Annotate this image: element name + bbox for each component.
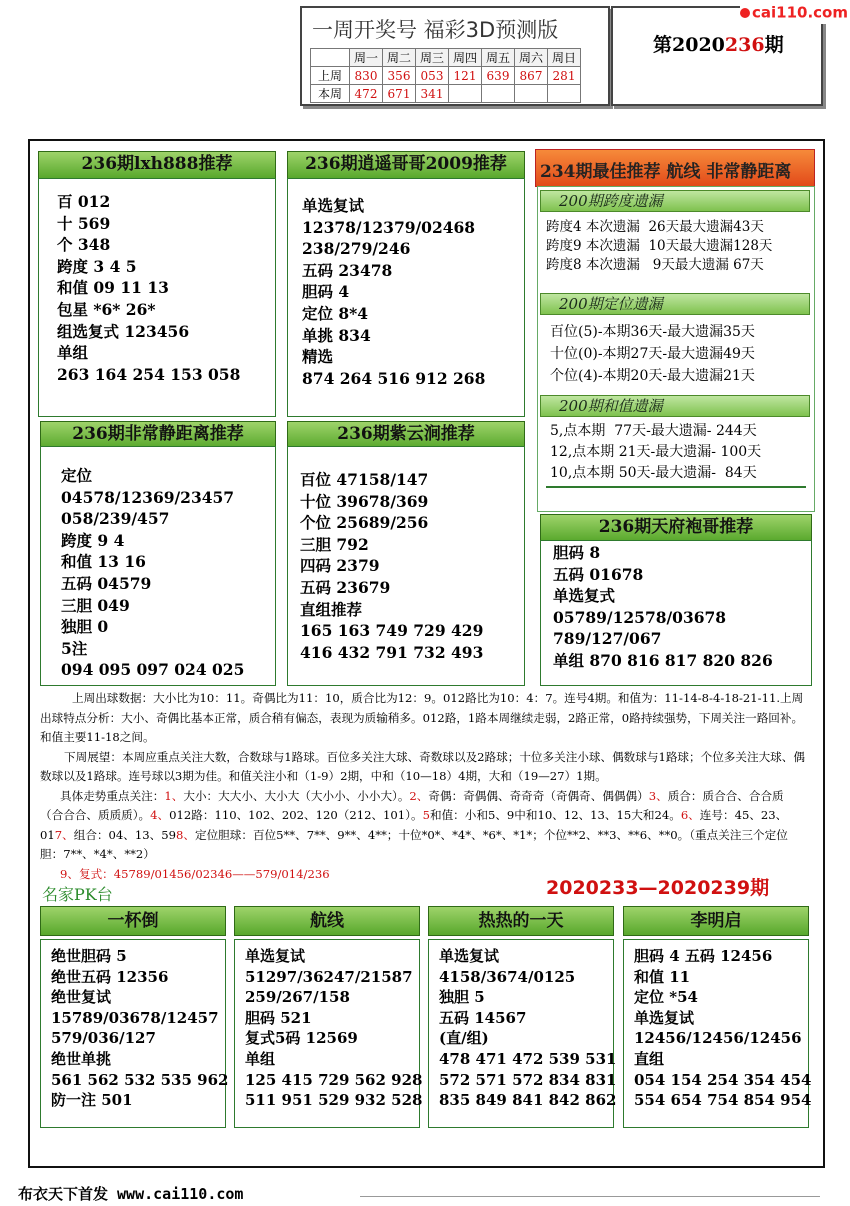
this-week-draw [449,85,482,103]
stat-row: 跨度9 本次遗漏 10天最大遗漏128天 [546,238,773,254]
day-header: 周四 [449,49,482,67]
best-recommend-banner [535,149,815,187]
focus-item-number: 5 [422,808,430,822]
pk-line: 绝世胆码 5 [51,947,127,965]
focus-item-text: 012路：110、102、202、120（212、101）。 [169,808,423,822]
box-header-jingjuli: 236期非常静距离推荐 [40,421,276,449]
analysis-focus: 具体走势重点关注：1、大小：大大小、大小大（大小小、小小大）。2、奇偶：奇偶偶、奇奇奇（奇偶奇、偶偶偶）3、质合：质合合、合合质（合合合、质质质）。4、012路：110、102、202、120（212、101）。5和值：小和5、9中和10、12、13、15大和24。6、连号：45、23、017、组合：04、13、598、定位胆球：百位5**、7**、9**、4**；十位*0*、*4*、*6*、*1*；个位**2、**3、**6、**0。（重点关注三个定位胆：7**、*4*、**2） [40,788,788,861]
pk-expert-box [234,939,423,1128]
box-line: 胆码 4 [302,282,350,302]
pk-period: 2020233—2020239期 [546,877,770,899]
focus-item-text: 奇偶：奇偶偶、奇奇奇（奇偶奇、偶偶偶） [428,788,649,803]
stat-row: 跨度8 本次遗漏 9天最大遗漏 67天 [546,257,764,273]
this-week-draw: 341 [416,85,449,103]
box-line: 12378/12379/02468 [302,217,476,237]
best-recommend-title: 234期最佳推荐 航线 非常静距离 [540,162,792,182]
pk-line: 单选复试 [634,1008,695,1027]
this-week-draw [548,85,581,103]
pk-line: 511 951 529 932 528 [245,1091,423,1110]
box-line: 精选 [302,347,334,367]
stat-row: 10,点本期 50天-最大遗漏- 84天 [550,465,757,481]
focus-item-number: 3、 [648,788,668,803]
box-line: 百位 47158/147 [300,470,429,489]
box-line: 十 569 [57,213,111,233]
pk-line: 复式5码 12569 [245,1029,358,1048]
day-header: 周一 [350,49,383,67]
pk-expert-name: 航线 [234,906,420,936]
pk-line: 15789/03678/12457 [51,1008,219,1027]
pk-expert-box [40,939,229,1128]
box-line: 五码 01678 [553,564,644,584]
pk-line: 4158/3674/0125 [439,967,576,986]
this-week-draw: 472 [350,85,383,103]
box-line: 定位 [61,466,93,485]
pk-line: 绝世五码 12356 [51,967,169,986]
pk-label: 名家PK台 [42,885,113,904]
pk-line: 单组 [245,1049,276,1068]
header-panel [300,6,610,106]
pk-line: 胆码 521 [245,1008,312,1027]
analysis-block [40,689,806,884]
pk-line: 51297/36247/21587 [245,967,413,986]
pk-line: 独胆 5 [439,988,485,1007]
focus-item-number: 4、 [150,808,170,822]
focus-item-text: 定位胆球：百位5**、7**、9**、4**；十位*0*、*4*、*6*、*1*；个位**2、**3、**6、**0。（重点关注三个定位胆：7**、*4*、**2） [40,827,788,861]
weekly-draw-table [310,48,581,103]
pk-line: 478 471 472 539 531 [439,1049,617,1068]
box-line: 05789/12578/03678 [553,607,727,627]
box-line: 单选复式 [553,586,616,606]
box-line: 三胆 792 [300,534,369,554]
stat-list-position [550,321,755,387]
box-line: 04578/12369/23457 [61,487,235,507]
box-line: 五码 23478 [302,260,393,280]
this-week-draw: 671 [383,85,416,103]
pk-line: 单选复试 [439,947,500,965]
last-week-draw: 121 [449,67,482,85]
stat-list-span [546,218,772,275]
day-header: 周二 [383,49,416,67]
box-line: 5注 [61,638,88,658]
box-ziyunjian [287,446,525,686]
box-line: 十位 39678/369 [300,491,429,511]
this-week-draw [515,85,548,103]
stat-header-span: 200期跨度遗漏 [540,190,810,212]
pk-line: 572 571 572 834 831 [439,1070,617,1089]
this-week-draw [482,85,515,103]
box-line: 独胆 0 [61,617,109,637]
box-line: 三胆 049 [61,595,130,615]
stat-row: 12,点本期 21天-最大遗漏- 100天 [550,444,762,460]
focus-item-number: 6、 [680,808,700,822]
last-week-draw: 639 [482,67,515,85]
box-line: 直组推荐 [300,599,363,619]
day-header: 周五 [482,49,515,67]
focus-item-text: 质合：质合合、合合质（合合合、质质质）。 [40,788,784,822]
focus-item-number: 2、 [409,788,429,803]
day-header: 周六 [515,49,548,67]
last-week-draw: 281 [548,67,581,85]
pk-expert-name: 热热的一天 [428,906,614,936]
box-line: 五码 04579 [61,573,152,593]
box-line: 单组 [57,343,89,363]
pk-line: 12456/12456/12456 [634,1029,802,1048]
stat-header-position: 200期定位遗漏 [540,293,810,315]
pk-line: 五码 14567 [439,1008,527,1027]
box-header-ziyunjian: 236期紫云涧推荐 [287,421,525,449]
stat-row: 百位(5)-本期36天-最大遗漏35天 [550,324,755,340]
last-week-draw: 053 [416,67,449,85]
box-line: 五码 23679 [300,577,391,597]
pk-line: 561 562 532 535 962 [51,1070,229,1089]
stat-row: 十位(0)-本期27天-最大遗漏49天 [550,346,755,362]
box-line: 单挑 834 [302,325,371,345]
box-line: 组选复式 123456 [57,321,190,341]
pk-line: 125 415 729 562 928 [245,1070,423,1089]
focus-item-text: 和值：小和5、9中和10、12、13、15大和24。 [429,808,681,822]
stat-list-sum [550,421,761,484]
stat-row: 个位(4)-本期20天-最大遗漏21天 [550,368,755,384]
box-header-lxh888: 236期lxh888推荐 [38,151,276,179]
day-header: 周三 [416,49,449,67]
last-week-draw: 867 [515,67,548,85]
box-jingjuli [40,446,276,686]
pk-line: 259/267/158 [245,988,350,1007]
box-header-tianfu: 236期天府袍哥推荐 [540,514,812,542]
footer-divider [360,1196,820,1197]
stat-header-sum: 200期和值遗漏 [540,395,810,417]
box-line: 跨度 9 4 [61,530,125,550]
analysis-last-week: 上周出球数据：大小比为10：11。奇偶比为11：10，质合比为12：9。012路比为10：4：7。连号4期。和值为：11-14-8-4-18-21-11.上周出球特点分析：大小、奇偶比基本正常，质合稍有偏态，表现为质输稍多。012路，1路本周继续走弱，2路正常，0路持续强势，下周关注一路回补。和值主要11-18之间。 [40,691,804,744]
day-header: 周日 [548,49,581,67]
header-title: 一周开奖号 福彩3D预测版 [312,18,559,42]
focus-item-number: 7、 [54,827,74,842]
pk-line: 胆码 4 五码 12456 [634,947,773,965]
pk-expert-name: 李明启 [623,906,809,936]
box-line: 416 432 791 732 493 [300,642,484,662]
pk-expert-name: 一杯倒 [40,906,226,936]
box-line: 单选复试 [302,196,365,215]
stat-divider [546,486,806,488]
focus-item-text: 连号：45、23、01 [40,808,788,842]
stat-row: 5,点本期 77天-最大遗漏- 244天 [550,423,757,439]
last-week-draw: 830 [350,67,383,85]
pk-line: 直组 [634,1049,665,1068]
box-line: 跨度 3 4 5 [57,256,137,276]
pk-line: 579/036/127 [51,1029,156,1048]
focus-item-number: 8、 [175,827,195,842]
pk-line: 835 849 841 842 862 [439,1091,617,1110]
box-line: 789/127/067 [553,629,662,649]
box-line: 包星 *6* 26* [57,299,156,319]
box-lxh888 [38,178,276,417]
box-line: 胆码 8 [553,543,601,562]
analysis-outlook: 下周展望：本周应重点关注大数，合数球与1路球。百位多关注大球、奇数球以及2路球；十位多关注小球、偶数球与1路球；个位多关注大球、偶数球以及1路球。连号球以3期为佳。和值关注小和（1-9）2期，中和（10—18）4期，大和（19—27）1期。 [40,749,805,783]
pk-line: (直/组) [439,1029,489,1048]
pk-line: 054 154 254 354 454 [634,1070,812,1089]
pk-expert-box [428,939,617,1128]
box-line: 和值 09 11 13 [57,278,169,298]
analysis-compound: 9、复式：45789/01456/02346——579/014/236 [60,866,330,881]
box-line: 百 012 [57,192,111,211]
box-tianfu [540,540,812,686]
last-week-draw: 356 [383,67,416,85]
box-line: 165 163 749 729 429 [300,621,484,641]
box-header-xiaoyao: 236期逍遥哥哥2009推荐 [287,151,525,179]
pk-line: 和值 11 [634,967,691,986]
box-line: 058/239/457 [61,509,170,529]
box-line: 094 095 097 024 025 [61,660,245,680]
last-week-label: 上周 [311,67,350,85]
stat-row: 跨度4 本次遗漏 26天最大遗漏43天 [546,219,764,235]
focus-item-number: 1、 [164,788,184,803]
focus-item-text: 大小：大大小、大小大（大小小、小小大）。 [183,788,410,803]
pk-line: 防一注 501 [51,1091,133,1110]
pk-line: 绝世单挑 [51,1049,112,1068]
box-line: 定位 8*4 [302,303,369,323]
site-logo: cai110.com [740,2,850,24]
box-line: 和值 13 16 [61,552,146,572]
box-line: 263 164 254 153 058 [57,364,241,384]
logo-mark-icon [740,8,750,18]
box-line: 个 348 [57,235,111,255]
pk-line: 554 654 754 854 954 [634,1091,812,1110]
pk-expert-box [623,939,812,1128]
focus-item-text: 组合：04、13、59 [73,827,176,842]
box-xiaoyao [287,178,525,417]
issue-number: 第2020236期 [653,34,784,56]
box-line: 874 264 516 912 268 [302,368,486,388]
pk-line: 单选复试 [245,947,306,965]
pk-line: 绝世复试 [51,988,112,1007]
this-week-label: 本周 [311,85,350,103]
box-line: 单组 870 816 817 820 826 [553,650,773,670]
box-line: 个位 25689/256 [300,513,429,533]
box-line: 四码 2379 [300,556,380,576]
pk-line: 定位 *54 [634,988,698,1007]
box-line: 238/279/246 [302,239,411,259]
footer-text: 布衣天下首发 www.cai110.com [18,1185,244,1203]
